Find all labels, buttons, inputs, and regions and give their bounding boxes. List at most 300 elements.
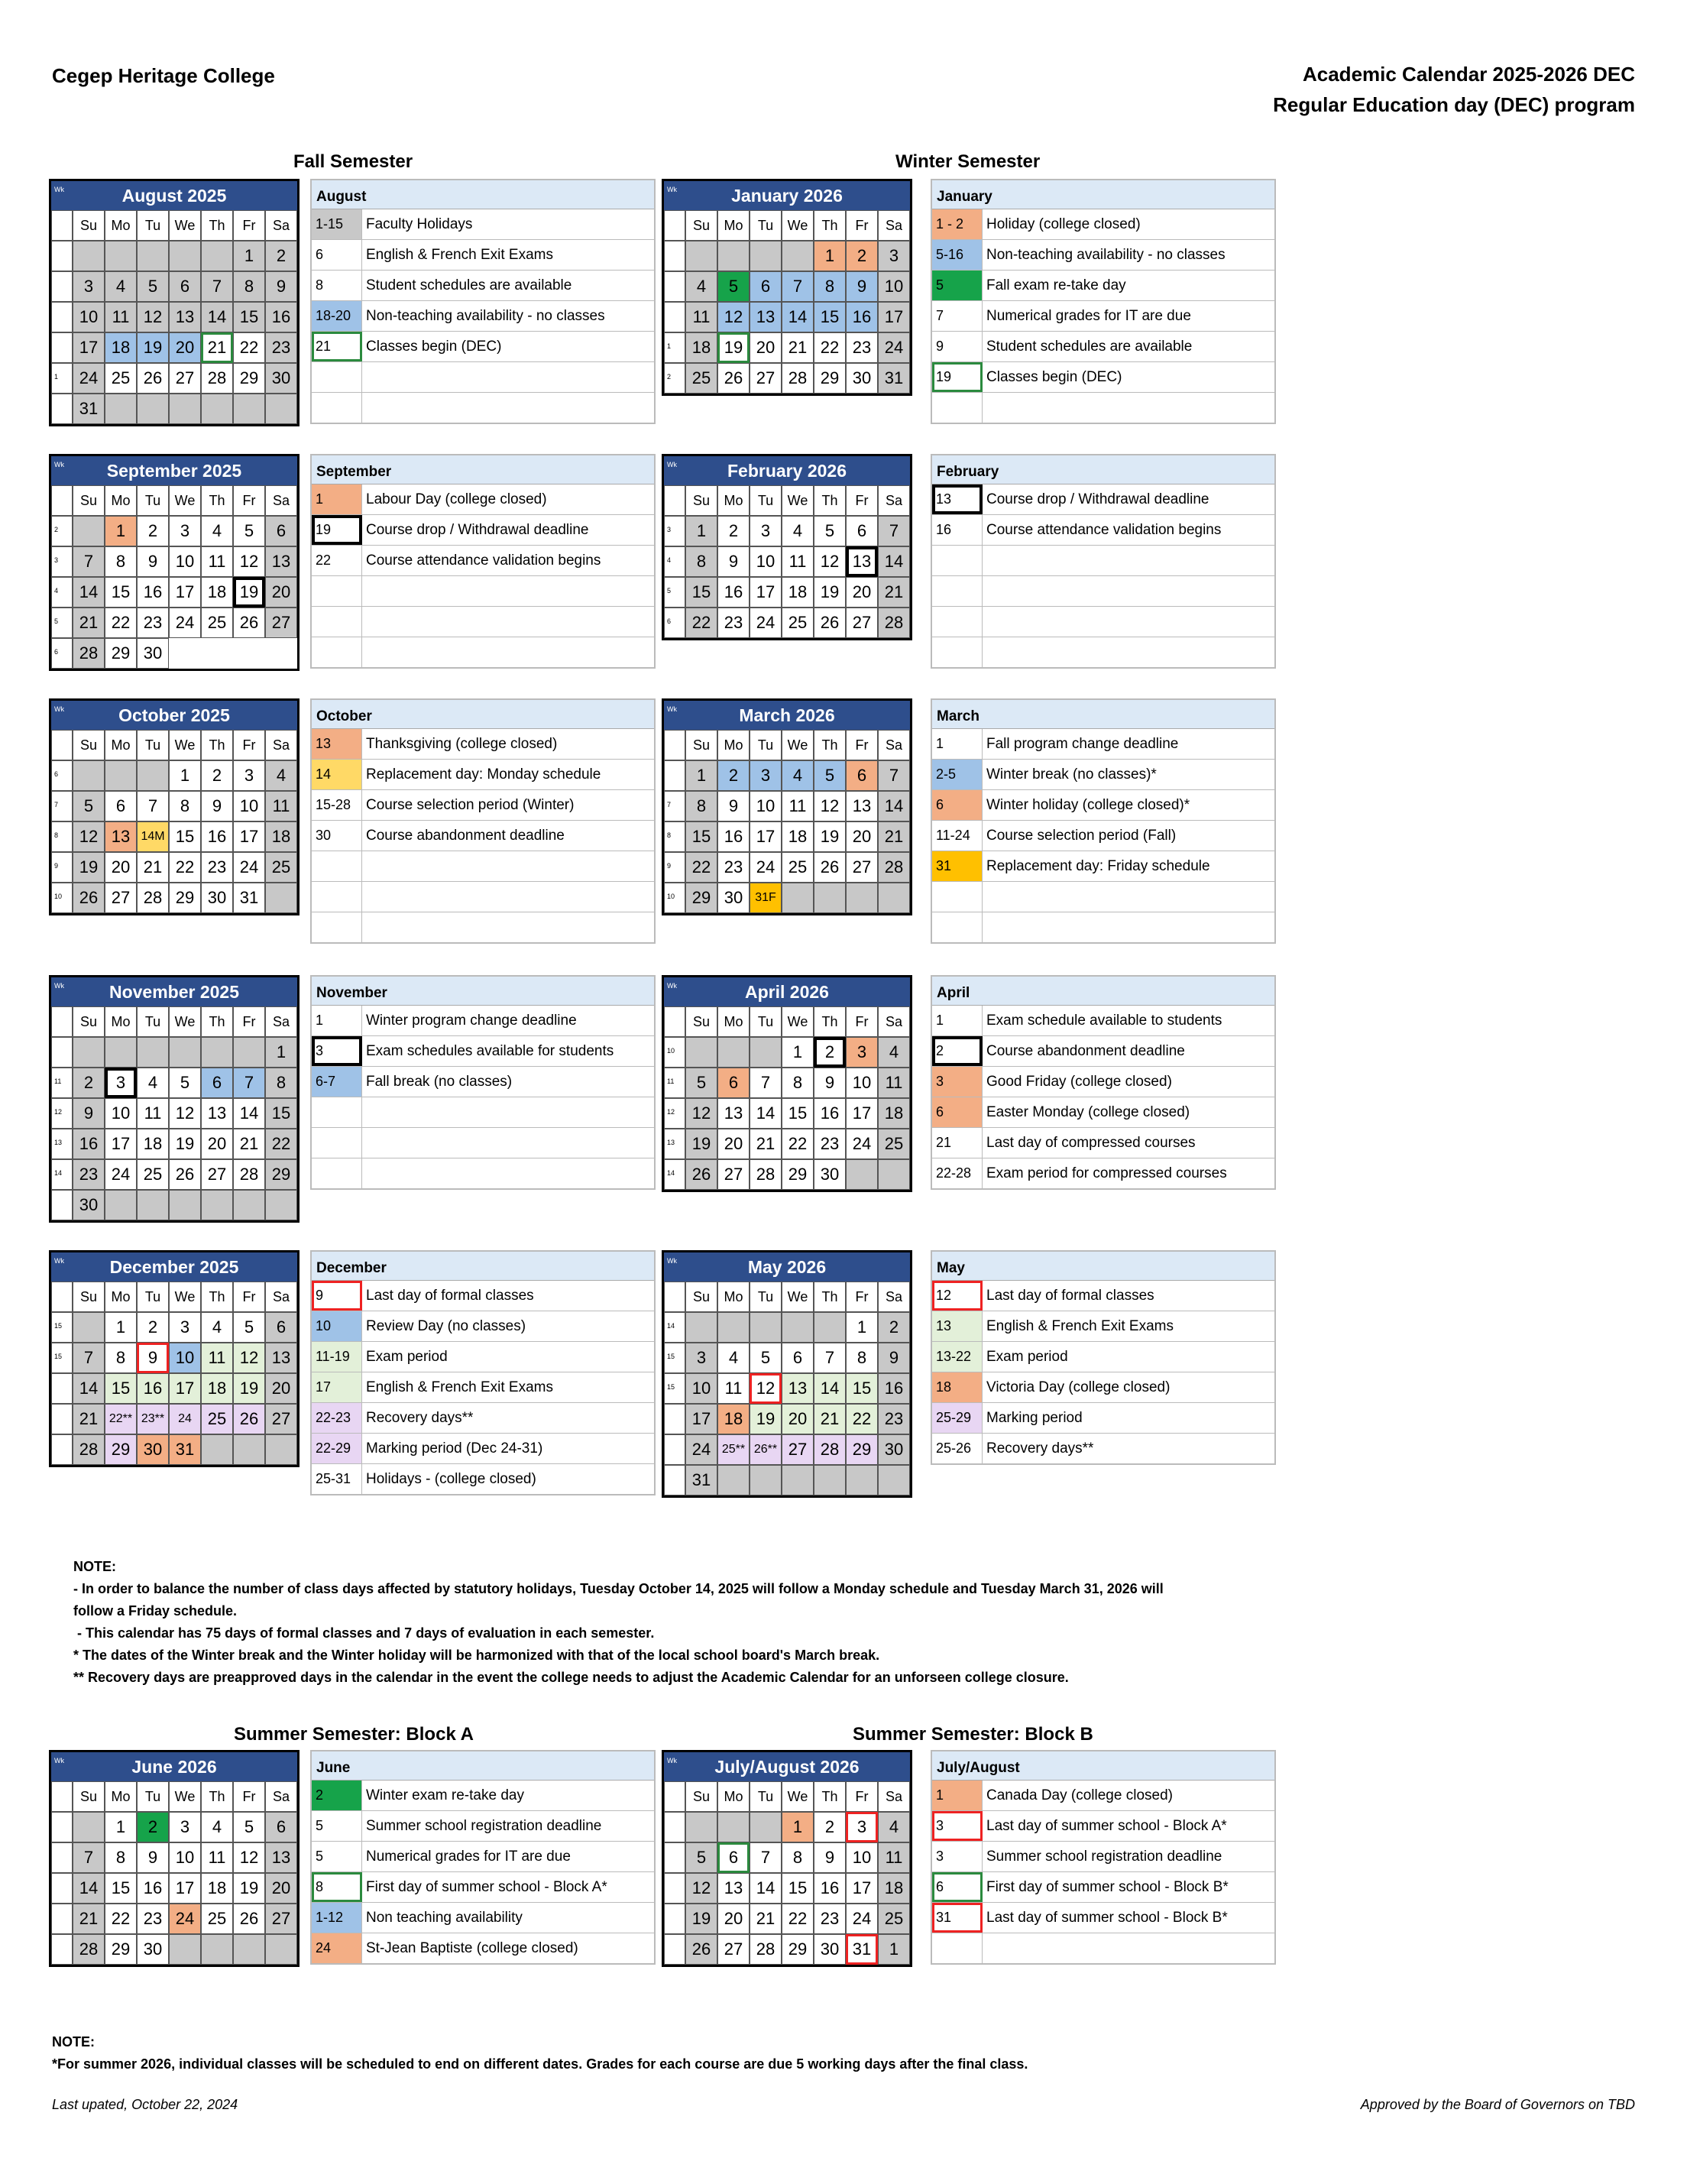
calendar-day-cell[interactable]: 15 — [782, 1873, 814, 1904]
calendar-day-cell[interactable]: 6 — [265, 1312, 297, 1343]
calendar-day-cell[interactable]: 20 — [265, 577, 297, 608]
calendar-day-cell[interactable]: 30 — [814, 1934, 846, 1965]
calendar-day-cell[interactable]: 10 — [846, 1068, 878, 1098]
calendar-day-cell[interactable]: 4 — [265, 760, 297, 791]
calendar-day-cell[interactable]: 20 — [846, 577, 878, 608]
calendar-day-cell[interactable]: 2 — [717, 760, 750, 791]
calendar-day-cell[interactable] — [878, 1465, 910, 1495]
calendar-day-cell[interactable]: 12 — [169, 1098, 201, 1129]
calendar-day-cell[interactable]: 19 — [137, 332, 169, 363]
calendar-day-cell[interactable]: 26 — [169, 1159, 201, 1190]
calendar-day-cell[interactable]: 29 — [846, 1434, 878, 1465]
calendar-day-cell[interactable]: 25 — [878, 1129, 910, 1159]
calendar-day-cell[interactable]: 25 — [201, 608, 233, 638]
calendar-day-cell[interactable]: 31 — [846, 1934, 878, 1965]
calendar-day-cell[interactable]: 16 — [137, 1873, 169, 1904]
calendar-day-cell[interactable]: 18 — [201, 577, 233, 608]
calendar-day-cell[interactable]: 4 — [685, 271, 717, 302]
calendar-day-cell[interactable]: 3 — [846, 1037, 878, 1068]
calendar-day-cell[interactable]: 2 — [137, 516, 169, 546]
calendar-day-cell[interactable]: 31 — [73, 394, 105, 424]
calendar-day-cell[interactable]: 31F — [750, 883, 782, 913]
calendar-day-cell[interactable]: 17 — [73, 332, 105, 363]
calendar-day-cell[interactable] — [750, 241, 782, 271]
calendar-day-cell[interactable]: 8 — [233, 271, 265, 302]
calendar-day-cell[interactable]: 2 — [814, 1037, 846, 1068]
calendar-day-cell[interactable]: 24 — [750, 852, 782, 883]
calendar-day-cell[interactable]: 14 — [814, 1373, 846, 1404]
calendar-day-cell[interactable]: 10 — [685, 1373, 717, 1404]
calendar-day-cell[interactable]: 7 — [814, 1343, 846, 1373]
calendar-day-cell[interactable]: 12 — [685, 1873, 717, 1904]
calendar-day-cell[interactable]: 1 — [105, 1312, 137, 1343]
calendar-day-cell[interactable]: 25 — [782, 608, 814, 638]
calendar-day-cell[interactable]: 1 — [878, 1934, 910, 1965]
calendar-day-cell[interactable]: 15 — [105, 1373, 137, 1404]
calendar-day-cell[interactable]: 14 — [782, 302, 814, 332]
calendar-day-cell[interactable] — [233, 394, 265, 424]
calendar-day-cell[interactable]: 2 — [846, 241, 878, 271]
calendar-day-cell[interactable]: 6 — [265, 516, 297, 546]
calendar-day-cell[interactable]: 12 — [233, 546, 265, 577]
calendar-day-cell[interactable]: 4 — [201, 1312, 233, 1343]
calendar-day-cell[interactable]: 11 — [782, 791, 814, 821]
calendar-day-cell[interactable]: 24 — [846, 1904, 878, 1934]
calendar-day-cell[interactable] — [717, 1465, 750, 1495]
calendar-day-cell[interactable]: 11 — [137, 1098, 169, 1129]
calendar-day-cell[interactable]: 2 — [878, 1312, 910, 1343]
calendar-day-cell[interactable]: 13 — [717, 1873, 750, 1904]
calendar-day-cell[interactable]: 3 — [750, 516, 782, 546]
calendar-day-cell[interactable]: 28 — [782, 363, 814, 394]
calendar-day-cell[interactable] — [782, 1465, 814, 1495]
calendar-day-cell[interactable] — [782, 1312, 814, 1343]
calendar-day-cell[interactable]: 15 — [846, 1373, 878, 1404]
calendar-day-cell[interactable] — [201, 394, 233, 424]
calendar-day-cell[interactable]: 21 — [137, 852, 169, 883]
calendar-day-cell[interactable]: 5 — [233, 1312, 265, 1343]
calendar-day-cell[interactable]: 22 — [685, 608, 717, 638]
calendar-day-cell[interactable] — [169, 241, 201, 271]
calendar-day-cell[interactable]: 2 — [814, 1812, 846, 1842]
calendar-day-cell[interactable]: 26 — [233, 1404, 265, 1434]
calendar-day-cell[interactable]: 11 — [685, 302, 717, 332]
calendar-day-cell[interactable]: 20 — [265, 1373, 297, 1404]
calendar-day-cell[interactable]: 8 — [846, 1343, 878, 1373]
calendar-day-cell[interactable]: 19 — [233, 577, 265, 608]
calendar-day-cell[interactable]: 28 — [814, 1434, 846, 1465]
calendar-day-cell[interactable] — [169, 1934, 201, 1965]
calendar-day-cell[interactable]: 28 — [73, 1934, 105, 1965]
calendar-day-cell[interactable]: 31 — [169, 1434, 201, 1465]
calendar-day-cell[interactable]: 12 — [814, 546, 846, 577]
calendar-day-cell[interactable]: 20 — [169, 332, 201, 363]
calendar-day-cell[interactable]: 9 — [846, 271, 878, 302]
calendar-day-cell[interactable]: 4 — [201, 1812, 233, 1842]
calendar-day-cell[interactable]: 1 — [846, 1312, 878, 1343]
calendar-day-cell[interactable]: 22** — [105, 1404, 137, 1434]
calendar-day-cell[interactable] — [814, 1312, 846, 1343]
calendar-day-cell[interactable]: 4 — [878, 1812, 910, 1842]
calendar-day-cell[interactable]: 31 — [878, 363, 910, 394]
calendar-day-cell[interactable]: 23 — [846, 332, 878, 363]
calendar-day-cell[interactable] — [750, 1812, 782, 1842]
calendar-day-cell[interactable]: 9 — [814, 1068, 846, 1098]
calendar-day-cell[interactable]: 5 — [685, 1068, 717, 1098]
calendar-day-cell[interactable]: 25 — [685, 363, 717, 394]
calendar-day-cell[interactable]: 9 — [73, 1098, 105, 1129]
calendar-day-cell[interactable]: 26 — [685, 1934, 717, 1965]
calendar-day-cell[interactable]: 19 — [233, 1373, 265, 1404]
calendar-day-cell[interactable]: 26 — [233, 608, 265, 638]
calendar-day-cell[interactable]: 23 — [137, 608, 169, 638]
calendar-day-cell[interactable]: 27 — [265, 1904, 297, 1934]
calendar-day-cell[interactable] — [201, 1934, 233, 1965]
calendar-day-cell[interactable]: 29 — [782, 1159, 814, 1190]
calendar-day-cell[interactable]: 29 — [814, 363, 846, 394]
calendar-day-cell[interactable]: 31 — [233, 883, 265, 913]
calendar-day-cell[interactable] — [137, 394, 169, 424]
calendar-day-cell[interactable]: 5 — [685, 1842, 717, 1873]
calendar-day-cell[interactable]: 11 — [265, 791, 297, 821]
calendar-day-cell[interactable]: 11 — [105, 302, 137, 332]
calendar-day-cell[interactable]: 12 — [233, 1842, 265, 1873]
calendar-day-cell[interactable]: 30 — [717, 883, 750, 913]
calendar-day-cell[interactable]: 19 — [169, 1129, 201, 1159]
calendar-day-cell[interactable]: 3 — [169, 1812, 201, 1842]
calendar-day-cell[interactable]: 1 — [105, 1812, 137, 1842]
calendar-day-cell[interactable]: 18 — [105, 332, 137, 363]
calendar-day-cell[interactable]: 5 — [233, 516, 265, 546]
calendar-day-cell[interactable]: 2 — [201, 760, 233, 791]
calendar-day-cell[interactable] — [685, 241, 717, 271]
calendar-day-cell[interactable]: 5 — [750, 1343, 782, 1373]
calendar-day-cell[interactable]: 21 — [73, 1904, 105, 1934]
calendar-day-cell[interactable]: 27 — [169, 363, 201, 394]
calendar-day-cell[interactable]: 10 — [750, 546, 782, 577]
calendar-day-cell[interactable]: 30 — [73, 1190, 105, 1220]
calendar-day-cell[interactable]: 18 — [137, 1129, 169, 1159]
calendar-day-cell[interactable]: 24 — [750, 608, 782, 638]
calendar-day-cell[interactable] — [265, 1934, 297, 1965]
calendar-day-cell[interactable]: 30 — [137, 1434, 169, 1465]
calendar-day-cell[interactable]: 22 — [846, 1404, 878, 1434]
calendar-day-cell[interactable]: 11 — [201, 1343, 233, 1373]
calendar-day-cell[interactable]: 3 — [846, 1812, 878, 1842]
calendar-day-cell[interactable]: 12 — [814, 791, 846, 821]
calendar-day-cell[interactable] — [169, 1190, 201, 1220]
calendar-day-cell[interactable]: 25 — [105, 363, 137, 394]
calendar-day-cell[interactable] — [782, 883, 814, 913]
calendar-day-cell[interactable]: 1 — [265, 1037, 297, 1068]
calendar-day-cell[interactable] — [846, 883, 878, 913]
calendar-day-cell[interactable]: 23 — [73, 1159, 105, 1190]
calendar-day-cell[interactable]: 5 — [73, 791, 105, 821]
calendar-day-cell[interactable]: 14 — [233, 1098, 265, 1129]
calendar-day-cell[interactable]: 9 — [717, 791, 750, 821]
calendar-day-cell[interactable]: 27 — [265, 608, 297, 638]
calendar-day-cell[interactable]: 15 — [782, 1098, 814, 1129]
calendar-day-cell[interactable]: 14 — [73, 1873, 105, 1904]
calendar-day-cell[interactable]: 13 — [717, 1098, 750, 1129]
calendar-day-cell[interactable]: 9 — [137, 1343, 169, 1373]
calendar-day-cell[interactable]: 13 — [105, 821, 137, 852]
calendar-day-cell[interactable]: 31 — [685, 1465, 717, 1495]
calendar-day-cell[interactable] — [846, 1159, 878, 1190]
calendar-day-cell[interactable]: 14 — [750, 1098, 782, 1129]
calendar-day-cell[interactable]: 26 — [233, 1904, 265, 1934]
calendar-day-cell[interactable]: 22 — [105, 1904, 137, 1934]
calendar-day-cell[interactable]: 3 — [685, 1343, 717, 1373]
calendar-day-cell[interactable] — [717, 1312, 750, 1343]
calendar-day-cell[interactable]: 30 — [137, 638, 169, 669]
calendar-day-cell[interactable]: 29 — [105, 638, 137, 669]
calendar-day-cell[interactable] — [201, 1434, 233, 1465]
calendar-day-cell[interactable]: 7 — [750, 1842, 782, 1873]
calendar-day-cell[interactable]: 23 — [717, 852, 750, 883]
calendar-day-cell[interactable]: 25 — [878, 1904, 910, 1934]
calendar-day-cell[interactable]: 13 — [782, 1373, 814, 1404]
calendar-day-cell[interactable]: 13 — [201, 1098, 233, 1129]
calendar-day-cell[interactable]: 23** — [137, 1404, 169, 1434]
calendar-day-cell[interactable]: 4 — [137, 1068, 169, 1098]
calendar-day-cell[interactable]: 1 — [105, 516, 137, 546]
calendar-day-cell[interactable]: 22 — [782, 1129, 814, 1159]
calendar-day-cell[interactable]: 15 — [685, 577, 717, 608]
calendar-day-cell[interactable]: 22 — [782, 1904, 814, 1934]
calendar-day-cell[interactable]: 17 — [169, 1373, 201, 1404]
calendar-day-cell[interactable]: 7 — [233, 1068, 265, 1098]
calendar-day-cell[interactable]: 21 — [878, 821, 910, 852]
calendar-day-cell[interactable]: 4 — [717, 1343, 750, 1373]
calendar-day-cell[interactable]: 26 — [73, 883, 105, 913]
calendar-day-cell[interactable]: 10 — [846, 1842, 878, 1873]
calendar-day-cell[interactable] — [233, 1037, 265, 1068]
calendar-day-cell[interactable]: 9 — [201, 791, 233, 821]
calendar-day-cell[interactable]: 18 — [782, 577, 814, 608]
calendar-day-cell[interactable]: 22 — [105, 608, 137, 638]
calendar-day-cell[interactable]: 7 — [750, 1068, 782, 1098]
calendar-day-cell[interactable]: 4 — [878, 1037, 910, 1068]
calendar-day-cell[interactable]: 15 — [233, 302, 265, 332]
calendar-day-cell[interactable]: 24 — [846, 1129, 878, 1159]
calendar-day-cell[interactable]: 18 — [265, 821, 297, 852]
calendar-day-cell[interactable]: 27 — [846, 608, 878, 638]
calendar-day-cell[interactable]: 30 — [265, 363, 297, 394]
calendar-day-cell[interactable]: 19 — [685, 1129, 717, 1159]
calendar-day-cell[interactable]: 14 — [73, 1373, 105, 1404]
calendar-day-cell[interactable]: 16 — [73, 1129, 105, 1159]
calendar-day-cell[interactable]: 18 — [878, 1098, 910, 1129]
calendar-day-cell[interactable]: 13 — [169, 302, 201, 332]
calendar-day-cell[interactable]: 17 — [750, 577, 782, 608]
calendar-day-cell[interactable]: 26** — [750, 1434, 782, 1465]
calendar-day-cell[interactable]: 23 — [717, 608, 750, 638]
calendar-day-cell[interactable]: 23 — [137, 1904, 169, 1934]
calendar-day-cell[interactable]: 7 — [73, 1842, 105, 1873]
calendar-day-cell[interactable]: 4 — [105, 271, 137, 302]
calendar-day-cell[interactable]: 20 — [846, 821, 878, 852]
calendar-day-cell[interactable]: 4 — [782, 760, 814, 791]
calendar-day-cell[interactable]: 25 — [137, 1159, 169, 1190]
calendar-day-cell[interactable]: 14 — [878, 546, 910, 577]
calendar-day-cell[interactable]: 28 — [878, 852, 910, 883]
calendar-day-cell[interactable]: 21 — [750, 1129, 782, 1159]
calendar-day-cell[interactable]: 11 — [782, 546, 814, 577]
calendar-day-cell[interactable]: 12 — [73, 821, 105, 852]
calendar-day-cell[interactable]: 1 — [685, 760, 717, 791]
calendar-day-cell[interactable] — [782, 241, 814, 271]
calendar-day-cell[interactable]: 23 — [878, 1404, 910, 1434]
calendar-day-cell[interactable]: 28 — [878, 608, 910, 638]
calendar-day-cell[interactable]: 14 — [878, 791, 910, 821]
calendar-day-cell[interactable]: 16 — [814, 1098, 846, 1129]
calendar-day-cell[interactable]: 6 — [105, 791, 137, 821]
calendar-day-cell[interactable]: 3 — [73, 271, 105, 302]
calendar-day-cell[interactable] — [685, 1037, 717, 1068]
calendar-day-cell[interactable]: 14 — [750, 1873, 782, 1904]
calendar-day-cell[interactable]: 25 — [201, 1404, 233, 1434]
calendar-day-cell[interactable]: 19 — [717, 332, 750, 363]
calendar-day-cell[interactable] — [105, 1037, 137, 1068]
calendar-day-cell[interactable]: 20 — [717, 1904, 750, 1934]
calendar-day-cell[interactable] — [201, 1037, 233, 1068]
calendar-day-cell[interactable]: 17 — [685, 1404, 717, 1434]
calendar-day-cell[interactable] — [233, 1934, 265, 1965]
calendar-day-cell[interactable] — [717, 1037, 750, 1068]
calendar-day-cell[interactable]: 13 — [846, 546, 878, 577]
calendar-day-cell[interactable]: 6 — [782, 1343, 814, 1373]
calendar-day-cell[interactable]: 25 — [201, 1904, 233, 1934]
calendar-day-cell[interactable]: 15 — [105, 1873, 137, 1904]
calendar-day-cell[interactable]: 9 — [137, 546, 169, 577]
calendar-day-cell[interactable]: 19 — [814, 577, 846, 608]
calendar-day-cell[interactable]: 2 — [717, 516, 750, 546]
calendar-day-cell[interactable]: 2 — [265, 241, 297, 271]
calendar-day-cell[interactable]: 20 — [782, 1404, 814, 1434]
calendar-day-cell[interactable]: 11 — [878, 1068, 910, 1098]
calendar-day-cell[interactable]: 6 — [265, 1812, 297, 1842]
calendar-day-cell[interactable] — [73, 1812, 105, 1842]
calendar-day-cell[interactable]: 28 — [201, 363, 233, 394]
calendar-day-cell[interactable]: 22 — [233, 332, 265, 363]
calendar-day-cell[interactable] — [685, 1312, 717, 1343]
calendar-day-cell[interactable]: 16 — [265, 302, 297, 332]
calendar-day-cell[interactable]: 7 — [878, 516, 910, 546]
calendar-day-cell[interactable]: 15 — [169, 821, 201, 852]
calendar-day-cell[interactable]: 18 — [201, 1873, 233, 1904]
calendar-day-cell[interactable] — [137, 760, 169, 791]
calendar-day-cell[interactable]: 8 — [105, 1842, 137, 1873]
calendar-day-cell[interactable]: 8 — [782, 1842, 814, 1873]
calendar-day-cell[interactable]: 28 — [750, 1159, 782, 1190]
calendar-day-cell[interactable]: 5 — [137, 271, 169, 302]
calendar-day-cell[interactable]: 23 — [201, 852, 233, 883]
calendar-day-cell[interactable]: 8 — [169, 791, 201, 821]
calendar-day-cell[interactable]: 3 — [233, 760, 265, 791]
calendar-day-cell[interactable]: 29 — [782, 1934, 814, 1965]
calendar-day-cell[interactable]: 18 — [717, 1404, 750, 1434]
calendar-day-cell[interactable]: 22 — [169, 852, 201, 883]
calendar-day-cell[interactable]: 16 — [137, 577, 169, 608]
calendar-day-cell[interactable]: 7 — [201, 271, 233, 302]
calendar-day-cell[interactable]: 9 — [717, 546, 750, 577]
calendar-day-cell[interactable]: 17 — [846, 1098, 878, 1129]
calendar-day-cell[interactable]: 16 — [201, 821, 233, 852]
calendar-day-cell[interactable]: 17 — [233, 821, 265, 852]
calendar-day-cell[interactable] — [73, 760, 105, 791]
calendar-day-cell[interactable]: 26 — [717, 363, 750, 394]
calendar-day-cell[interactable]: 15 — [814, 302, 846, 332]
calendar-day-cell[interactable] — [105, 394, 137, 424]
calendar-day-cell[interactable]: 8 — [782, 1068, 814, 1098]
calendar-day-cell[interactable]: 15 — [265, 1098, 297, 1129]
calendar-day-cell[interactable]: 18 — [878, 1873, 910, 1904]
calendar-day-cell[interactable]: 5 — [169, 1068, 201, 1098]
calendar-day-cell[interactable]: 29 — [105, 1934, 137, 1965]
calendar-day-cell[interactable]: 13 — [265, 1343, 297, 1373]
calendar-day-cell[interactable]: 6 — [169, 271, 201, 302]
calendar-day-cell[interactable]: 11 — [878, 1842, 910, 1873]
calendar-day-cell[interactable]: 7 — [782, 271, 814, 302]
calendar-day-cell[interactable]: 5 — [814, 516, 846, 546]
calendar-day-cell[interactable]: 1 — [685, 516, 717, 546]
calendar-day-cell[interactable]: 6 — [846, 516, 878, 546]
calendar-day-cell[interactable]: 25 — [782, 852, 814, 883]
calendar-day-cell[interactable]: 29 — [105, 1434, 137, 1465]
calendar-day-cell[interactable] — [750, 1465, 782, 1495]
calendar-day-cell[interactable]: 22 — [265, 1129, 297, 1159]
calendar-day-cell[interactable]: 22 — [814, 332, 846, 363]
calendar-day-cell[interactable] — [717, 241, 750, 271]
calendar-day-cell[interactable] — [169, 1037, 201, 1068]
calendar-day-cell[interactable]: 27 — [265, 1404, 297, 1434]
calendar-day-cell[interactable]: 10 — [750, 791, 782, 821]
calendar-day-cell[interactable]: 24 — [73, 363, 105, 394]
calendar-day-cell[interactable]: 13 — [846, 791, 878, 821]
calendar-day-cell[interactable]: 20 — [105, 852, 137, 883]
calendar-day-cell[interactable]: 28 — [750, 1934, 782, 1965]
calendar-day-cell[interactable]: 18 — [782, 821, 814, 852]
calendar-day-cell[interactable]: 7 — [878, 760, 910, 791]
calendar-day-cell[interactable]: 21 — [73, 608, 105, 638]
calendar-day-cell[interactable]: 12 — [137, 302, 169, 332]
calendar-day-cell[interactable]: 24 — [169, 608, 201, 638]
calendar-day-cell[interactable]: 18 — [201, 1373, 233, 1404]
calendar-day-cell[interactable] — [717, 1812, 750, 1842]
calendar-day-cell[interactable]: 9 — [814, 1842, 846, 1873]
calendar-day-cell[interactable]: 9 — [137, 1842, 169, 1873]
calendar-day-cell[interactable]: 2 — [73, 1068, 105, 1098]
calendar-day-cell[interactable]: 21 — [73, 1404, 105, 1434]
calendar-day-cell[interactable]: 24 — [169, 1404, 201, 1434]
calendar-day-cell[interactable] — [846, 1465, 878, 1495]
calendar-day-cell[interactable]: 27 — [105, 883, 137, 913]
calendar-day-cell[interactable]: 30 — [846, 363, 878, 394]
calendar-day-cell[interactable]: 20 — [750, 332, 782, 363]
calendar-day-cell[interactable]: 2 — [137, 1812, 169, 1842]
calendar-day-cell[interactable]: 10 — [878, 271, 910, 302]
calendar-day-cell[interactable]: 2 — [137, 1312, 169, 1343]
calendar-day-cell[interactable]: 16 — [137, 1373, 169, 1404]
calendar-day-cell[interactable]: 14 — [73, 577, 105, 608]
calendar-day-cell[interactable]: 14 — [201, 302, 233, 332]
calendar-day-cell[interactable]: 10 — [169, 546, 201, 577]
calendar-day-cell[interactable]: 3 — [169, 516, 201, 546]
calendar-day-cell[interactable] — [685, 1812, 717, 1842]
calendar-day-cell[interactable]: 1 — [169, 760, 201, 791]
calendar-day-cell[interactable]: 19 — [750, 1404, 782, 1434]
